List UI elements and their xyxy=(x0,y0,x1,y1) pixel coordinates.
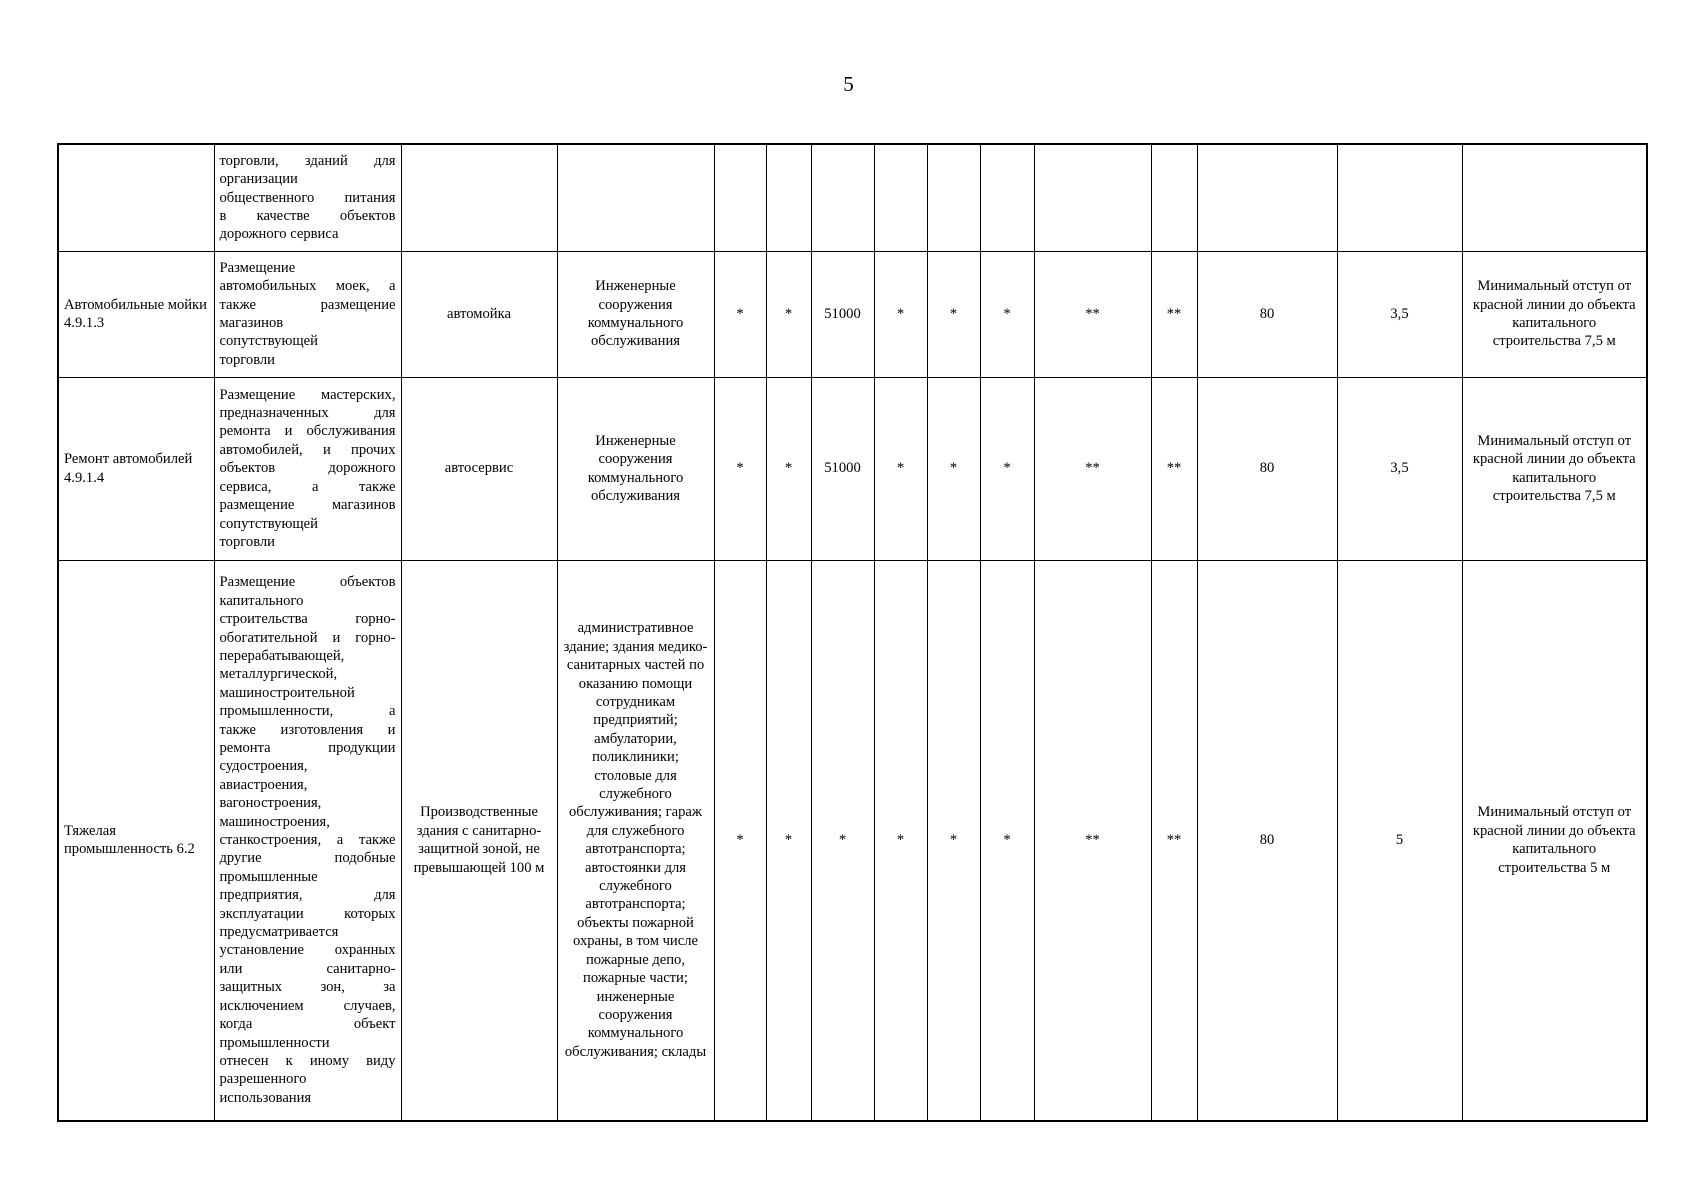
description-line: автомобильных моек, а xyxy=(219,278,396,295)
parameter-cell-3: * xyxy=(811,560,874,1121)
description-line: торговли, зданий для xyxy=(219,152,396,169)
parameter-cell-8 xyxy=(1151,144,1197,251)
main-use-cell xyxy=(401,144,557,251)
description-line: другие подобные xyxy=(219,850,396,867)
parameter-cell-8: ** xyxy=(1151,251,1197,377)
parameter-cell-6 xyxy=(980,144,1034,251)
parameter-cell-6: * xyxy=(980,560,1034,1121)
parameter-cell-6: * xyxy=(980,251,1034,377)
description-line: автомобилей, и прочих xyxy=(219,441,396,458)
description-line: использования xyxy=(219,1089,312,1106)
land-use-name-cell: Ремонт автомобилей 4.9.1.4 xyxy=(58,377,214,560)
description-line: Размещение xyxy=(219,259,296,276)
main-use-cell: Производственные здания с санитарно-защитной зоной, не превышающей 100 м xyxy=(401,560,557,1121)
description-line: сопутствующей xyxy=(219,333,318,350)
description-line: организации xyxy=(219,171,298,188)
description-line: защитных зон, за xyxy=(219,979,396,996)
description-line: объектов дорожного xyxy=(219,460,396,477)
description-line: исключением случаев, xyxy=(219,997,396,1014)
description-line: перерабатывающей, xyxy=(219,647,345,664)
parameter-cell-1 xyxy=(714,144,766,251)
description-line: судостроения, xyxy=(219,758,308,775)
description-line: обогатительной и горно- xyxy=(219,629,396,646)
description-line: размещение магазинов xyxy=(219,497,396,514)
parameter-cell-4 xyxy=(874,144,927,251)
parameter-cell-7 xyxy=(1034,144,1151,251)
description-line: магазинов xyxy=(219,315,284,331)
land-use-name-cell: Автомобильные мойки 4.9.1.3 xyxy=(58,251,214,377)
note-cell: Минимальный отступ от красной линии до объекта капитального строительства 7,5 м xyxy=(1462,251,1647,377)
description-line: ремонта и обслуживания xyxy=(219,423,396,440)
parameter-cell-7: ** xyxy=(1034,560,1151,1121)
description-line: установление охранных xyxy=(219,942,396,959)
parameter-cell-2: * xyxy=(766,251,811,377)
page-number: 5 xyxy=(843,72,854,96)
parameter-cell-10: 3,5 xyxy=(1337,251,1462,377)
description-line: Размещение объектов xyxy=(219,574,396,591)
description-line: предусматривается xyxy=(219,924,339,941)
parameter-cell-4: * xyxy=(874,377,927,560)
description-line: промышленные xyxy=(219,868,318,885)
land-use-description-cell xyxy=(214,560,401,1121)
zoning-table xyxy=(57,143,1648,1122)
parameter-cell-7: ** xyxy=(1034,377,1151,560)
description-line: машиностроительной xyxy=(219,684,355,701)
parameter-cell-2: * xyxy=(766,560,811,1121)
parameter-cell-10 xyxy=(1337,144,1462,251)
description-line: промышленности xyxy=(219,1034,330,1051)
description-line: предназначенных для xyxy=(219,405,396,422)
parameter-cell-5: * xyxy=(927,560,980,1121)
description-line: Размещение мастерских, xyxy=(219,386,396,403)
description-line: станкостроения, а также xyxy=(219,832,396,849)
main-use-cell: автомойка xyxy=(401,251,557,377)
parameter-cell-9 xyxy=(1197,144,1337,251)
description-line: промышленности, а xyxy=(219,703,396,720)
description-line: или санитарно- xyxy=(219,960,396,977)
table-row xyxy=(58,251,1647,377)
parameter-cell-5: * xyxy=(927,251,980,377)
description-line: эксплуатации которых xyxy=(219,905,396,922)
parameter-cell-9: 80 xyxy=(1197,377,1337,560)
parameter-cell-8: ** xyxy=(1151,560,1197,1121)
note-cell: Минимальный отступ от красной линии до объекта капитального строительства 5 м xyxy=(1462,560,1647,1121)
parameter-cell-8: ** xyxy=(1151,377,1197,560)
description-line: предприятия, для xyxy=(219,887,396,904)
parameter-cell-4: * xyxy=(874,560,927,1121)
description-line: сервиса, а также xyxy=(219,478,396,495)
note-cell xyxy=(1462,144,1647,251)
auxiliary-use-cell: Инженерные сооружения коммунального обслуживания xyxy=(557,377,714,560)
land-use-description-cell xyxy=(214,251,401,377)
table-row xyxy=(58,144,1647,251)
parameter-cell-2 xyxy=(766,144,811,251)
parameter-cell-3: 51000 xyxy=(811,377,874,560)
parameter-cell-10: 3,5 xyxy=(1337,377,1462,560)
description-line: торговли xyxy=(219,351,275,368)
auxiliary-use-cell: административное здание; здания медико-санитарных частей по оказанию помощи сотрудникам предприятий; амбулатории, поликлиники; столовые для служебного обслуживания; гараж для служебного автотранспорта; автостоянки для служебного автотранспорта; объекты пожарной охраны, в том числе пожарные депо, пожарные части; инженерные сооружения коммунального обслуживания; склады xyxy=(557,560,714,1121)
parameter-cell-3: 51000 xyxy=(811,251,874,377)
description-line: авиастроения, xyxy=(219,776,308,793)
land-use-name-cell: Тяжелая промышленность 6.2 xyxy=(58,560,214,1121)
description-line: общественного питания xyxy=(219,189,396,206)
parameter-cell-9: 80 xyxy=(1197,251,1337,377)
description-line: сопутствующей xyxy=(219,515,318,532)
auxiliary-use-cell: Инженерные сооружения коммунального обслуживания xyxy=(557,251,714,377)
land-use-name-cell xyxy=(58,144,214,251)
description-line: дорожного сервиса xyxy=(219,226,339,243)
note-cell: Минимальный отступ от красной линии до объекта капитального строительства 7,5 м xyxy=(1462,377,1647,560)
parameter-cell-6: * xyxy=(980,377,1034,560)
table-row xyxy=(58,560,1647,1121)
description-line: торговли xyxy=(219,533,275,550)
parameter-cell-3 xyxy=(811,144,874,251)
description-line: отнесен к иному виду xyxy=(219,1052,396,1069)
parameter-cell-1: * xyxy=(714,560,766,1121)
table-row xyxy=(58,377,1647,560)
land-use-description-cell xyxy=(214,144,401,251)
description-line: строительства горно- xyxy=(219,611,396,628)
description-line: также изготовления и xyxy=(219,721,396,738)
parameter-cell-10: 5 xyxy=(1337,560,1462,1121)
description-line: вагоностроения, xyxy=(219,795,322,812)
description-line: капитального xyxy=(219,592,304,609)
auxiliary-use-cell xyxy=(557,144,714,251)
description-line: металлургической, xyxy=(219,666,338,683)
parameter-cell-4: * xyxy=(874,251,927,377)
land-use-description-cell xyxy=(214,377,401,560)
description-line: ремонта продукции xyxy=(219,740,396,757)
parameter-cell-7: ** xyxy=(1034,251,1151,377)
main-use-cell: автосервис xyxy=(401,377,557,560)
description-line: также размещение xyxy=(219,296,396,313)
parameter-cell-5: * xyxy=(927,377,980,560)
description-line: машиностроения, xyxy=(219,813,330,830)
description-line: разрешенного xyxy=(219,1071,307,1088)
parameter-cell-1: * xyxy=(714,251,766,377)
description-line: когда объект xyxy=(219,1016,396,1033)
parameter-cell-2: * xyxy=(766,377,811,560)
parameter-cell-1: * xyxy=(714,377,766,560)
parameter-cell-5 xyxy=(927,144,980,251)
parameter-cell-9: 80 xyxy=(1197,560,1337,1121)
description-line: в качестве объектов xyxy=(219,207,396,224)
